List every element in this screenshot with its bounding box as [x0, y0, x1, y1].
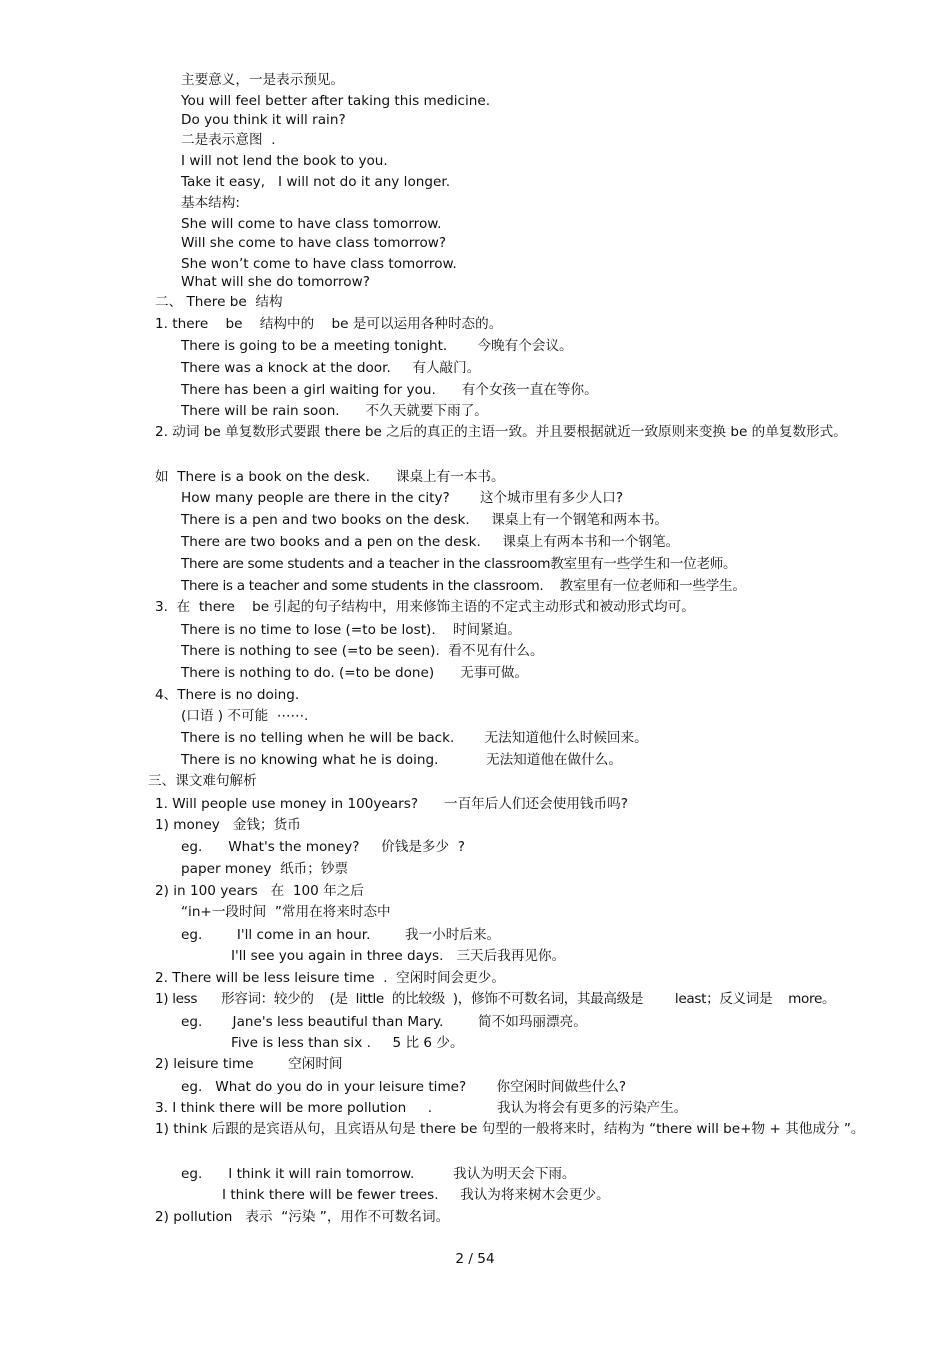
text-line: 1) money 金钱；货币 [155, 817, 301, 833]
text-line: 1. there be 结构中的 be 是可以运用各种时态的。 [155, 316, 503, 332]
text-line: 4、There is no doing. [155, 687, 300, 703]
text-line: eg. Jane's less beautiful than Mary. 简不如玛丽漂亮。 [181, 1014, 587, 1030]
text-line: There is a teacher and some students in the classroom. 教室里有一位老师和一些学生。 [181, 578, 746, 594]
text-line: I'll see you again in three days. 三天后我再见你。 [231, 948, 566, 964]
text-line: She will come to have class tomorrow. [181, 216, 442, 232]
text-line: She won’t come to have class tomorrow. [181, 256, 457, 272]
text-line: 1) think 后跟的是宾语从句，且宾语从句是 there be 句型的一般将来时，结构为 “there will be+物 + 其他成分 ”。 [155, 1121, 865, 1137]
text-line: There has been a girl waiting for you. 有个女孩一直在等你。 [181, 382, 598, 398]
text-line: Do you think it will rain? [181, 112, 346, 128]
text-line: 3. 在 there be 引起的句子结构中，用来修饰主语的不定式主动形式和被动形式均可。 [155, 599, 695, 615]
text-line: eg. What's the money? 价钱是多少 ? [181, 839, 465, 855]
text-line: 3. I think there will be more pollution . 我认为将会有更多的污染产生。 [155, 1100, 688, 1116]
text-line: eg. I'll come in an hour. 我一小时后来。 [181, 927, 501, 943]
text-line: 2) leisure time 空闲时间 [155, 1056, 343, 1072]
text-line: 二是表示意图 . [181, 132, 276, 148]
text-line: 基本结构: [181, 195, 240, 211]
current-page: 2 [455, 1251, 465, 1267]
text-line: paper money 纸币；钞票 [181, 861, 349, 877]
text-line: 2) in 100 years 在 100 年之后 [155, 883, 364, 899]
text-line: 如 There is a book on the desk. 课桌上有一本书。 [155, 469, 505, 485]
text-line: What will she do tomorrow? [181, 274, 370, 290]
text-line: 1) less 形容词：较少的 (是 little 的比较级 )，修饰不可数名词，其最高级是 least；反义词是 more。 [155, 991, 836, 1007]
text-line: You will feel better after taking this medicine. [181, 93, 491, 109]
text-line: Take it easy, I will not do it any longer. [181, 174, 451, 190]
text-line: There will be rain soon. 不久天就要下雨了。 [181, 403, 488, 419]
text-line: There are some students and a teacher in the classroom教室里有一些学生和一位老师。 [181, 556, 737, 572]
section-heading: 三、课文难句解析 [148, 773, 257, 789]
text-line: 2) pollution 表示 “污染 ”，用作不可数名词。 [155, 1209, 450, 1225]
text-line: There is going to be a meeting tonight. 今晚有个会议。 [181, 338, 573, 354]
text-line: There is a pen and two books on the desk. 课桌上有一个钢笔和两本书。 [181, 512, 669, 528]
text-line: (口语 ) 不可能 ⋯⋯. [181, 708, 309, 724]
text-line: There is nothing to do. (=to be done) 无事可做。 [181, 665, 529, 681]
text-line: There is nothing to see (=to be seen). 看不见有什么。 [181, 643, 544, 659]
text-line: How many people are there in the city? 这个城市里有多少人口? [181, 490, 624, 506]
text-line: Five is less than six . 5 比 6 少。 [231, 1035, 464, 1051]
text-line: “in+一段时间 ”常用在将来时态中 [181, 904, 391, 920]
text-line: There is no knowing what he is doing. 无法知道他在做什么。 [181, 752, 622, 768]
text-line: 1. Will people use money in 100years? 一百年后人们还会使用钱币吗? [155, 796, 628, 812]
page-separator: / [468, 1251, 473, 1267]
text-line: eg. What do you do in your leisure time? 你空闲时间做些什么? [181, 1079, 627, 1095]
text-line: There is no telling when he will be back. 无法知道他什么时候回来。 [181, 730, 648, 746]
total-pages: 54 [477, 1251, 495, 1267]
page-number [0, 1251, 950, 1267]
text-line: 主要意义，一是表示预见。 [181, 72, 345, 88]
text-line: I think there will be fewer trees. 我认为将来树木会更少。 [222, 1187, 610, 1203]
text-line: 2. 动词 be 单复数形式要跟 there be 之后的真正的主语一致。并且要根据就近一致原则来变换 be 的单复数形式。 [155, 424, 847, 440]
text-line: Will she come to have class tomorrow? [181, 235, 447, 251]
section-heading: 二、 There be 结构 [155, 294, 283, 310]
text-line: 2. There will be less leisure time . 空闲时间会更少。 [155, 970, 505, 986]
text-line: eg. I think it will rain tomorrow. 我认为明天会下雨。 [181, 1166, 576, 1182]
text-line: There are two books and a pen on the desk. 课桌上有两本书和一个钢笔。 [181, 534, 680, 550]
text-line: There is no time to lose (=to be lost). 时间紧迫。 [181, 622, 521, 638]
text-line: I will not lend the book to you. [181, 153, 388, 169]
text-line: There was a knock at the door. 有人敲门。 [181, 360, 481, 376]
